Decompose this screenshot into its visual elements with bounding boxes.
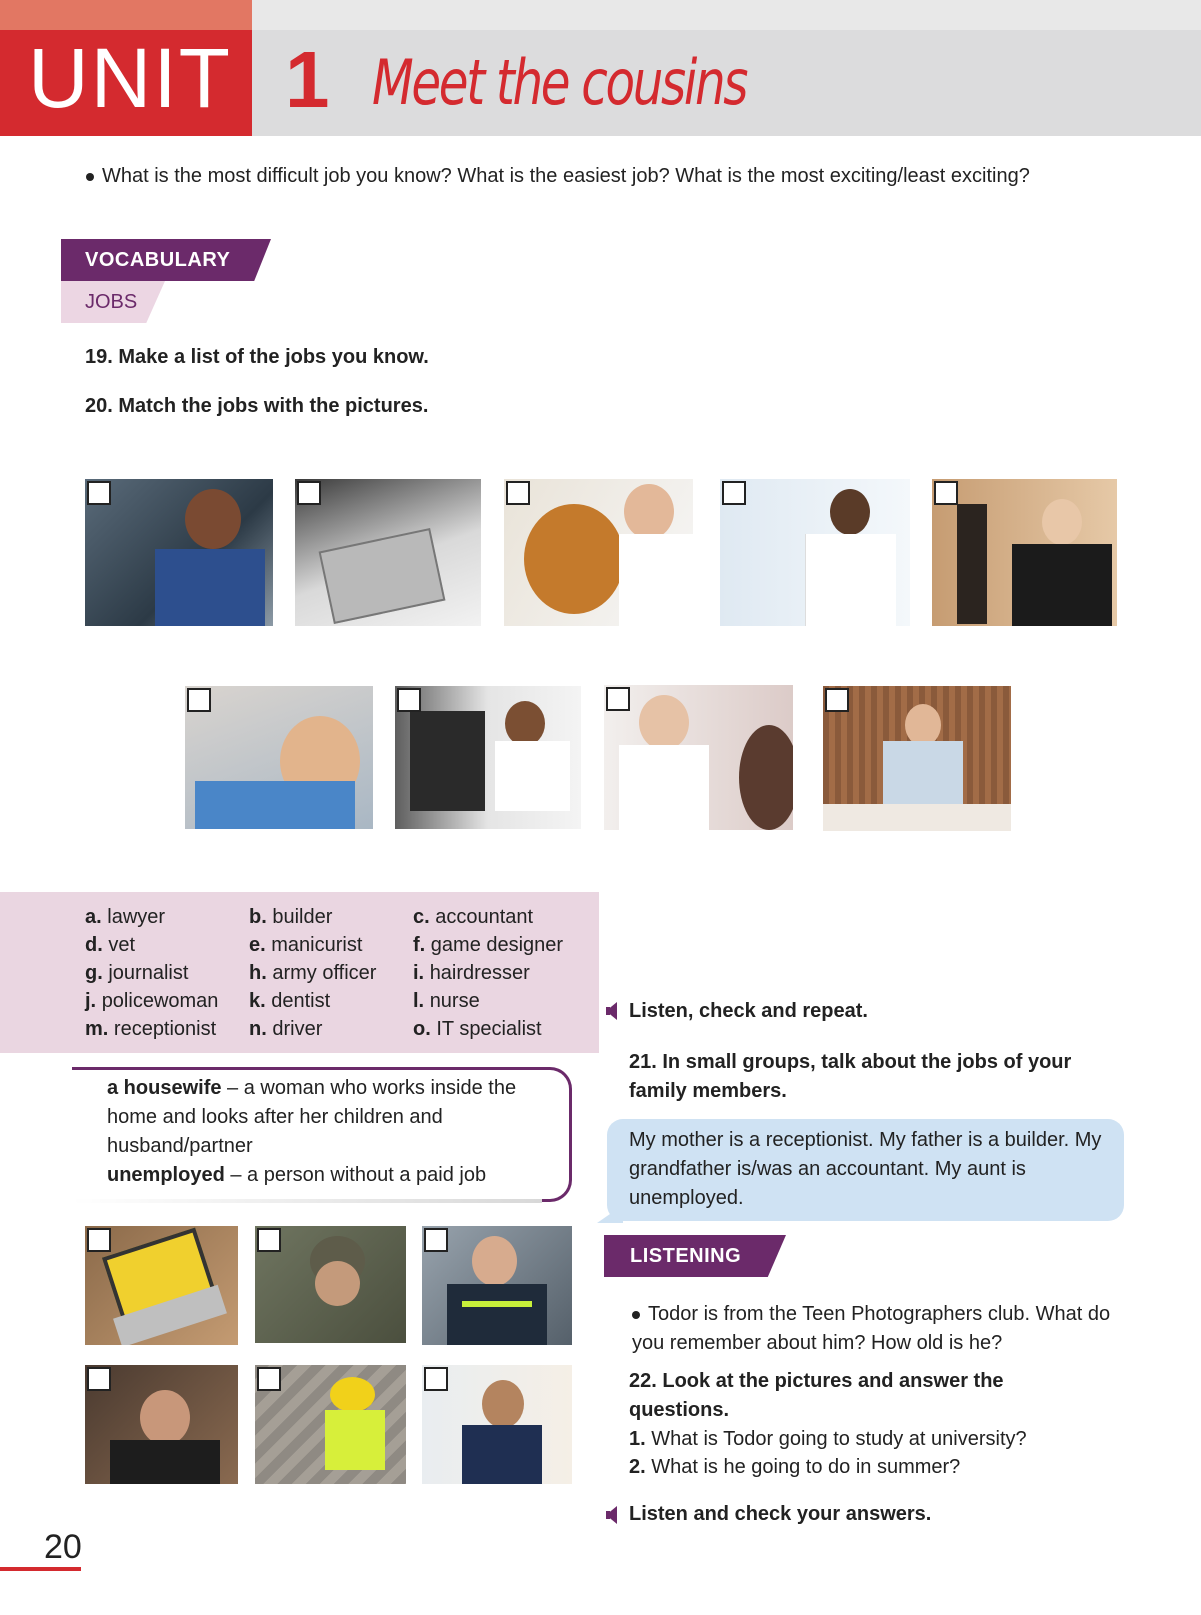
listening-bullet: Todor is from the Teen Photographers club. What do you remember about him? How old is he? [632,1303,1111,1354]
audio-icon[interactable] [606,1506,617,1524]
job-item: b. builder [249,906,333,928]
photo-dentist [185,686,373,829]
photo-driver [85,479,273,626]
job-item: m. receptionist [85,1018,217,1040]
definition-text: a housewife – a woman who works inside the home and looks after her children and husband/partner unemployed – a person without a paid job [107,1077,517,1186]
unit-number: 1 [285,35,330,124]
task-20: 20. Match the jobs with the pictures. [85,395,429,417]
header-accent-red [0,0,252,30]
job-item: a. lawyer [85,906,166,928]
unit-title: Meet the cousins [372,46,747,119]
job-item: k. dentist [249,990,331,1012]
photo-it-specialist [395,686,581,829]
job-item: d. vet [85,934,136,956]
job-item: i. hairdresser [413,962,530,984]
answer-checkbox[interactable] [424,1228,448,1252]
page-number: 20 [44,1528,82,1566]
job-item: e. manicurist [249,934,363,956]
job-item: f. game designer [413,934,564,956]
photo-accountant [295,479,481,626]
unit-word: UNIT [28,31,232,125]
listen-check-answers: Listen and check your answers. [629,1503,932,1525]
photo-hairdresser [85,1365,238,1484]
answer-checkbox[interactable] [424,1367,448,1391]
photo-army-officer [255,1226,406,1343]
photo-journalist [422,1365,572,1484]
job-item: j. policewoman [85,990,219,1012]
answer-checkbox[interactable] [257,1367,281,1391]
task-19: 19. Make a list of the jobs you know. [85,346,429,368]
answer-checkbox[interactable] [257,1228,281,1252]
photo-doctor [720,479,910,626]
photo-receptionist [823,686,1011,831]
job-item: h. army officer [249,962,377,984]
vocabulary-label: VOCABULARY [85,249,231,271]
job-item: o. IT specialist [413,1018,542,1040]
photo-builder [255,1365,406,1484]
listen-check-repeat: Listen, check and repeat. [629,1000,868,1022]
term-unemployed: unemployed [107,1164,225,1186]
job-item: n. driver [249,1018,323,1040]
photo-policewoman [422,1226,572,1345]
photo-manicurist [604,685,793,830]
answer-checkbox[interactable] [722,481,746,505]
photo-lawyer [932,479,1117,626]
term-housewife: a housewife [107,1077,222,1099]
example-text: My mother is a receptionist. My father is a builder. My grandfather is/was an accountant. My aunt is unemployed. [629,1129,1102,1209]
answer-checkbox[interactable] [87,1367,111,1391]
header-accent-grey [252,0,1201,30]
question-2: 2. What is he going to do in summer? [629,1456,961,1478]
task-22: 22. Look at the pictures and answer the questions. [629,1370,1004,1421]
jobs-label: JOBS [85,291,138,313]
answer-checkbox[interactable] [297,481,321,505]
definition-box-shadow [72,1199,542,1203]
job-item: l. nurse [413,990,480,1012]
answer-checkbox[interactable] [87,481,111,505]
intro-question: What is the most difficult job you know? What is the easiest job? What is the most exciting/least exciting? [86,162,1046,191]
bullet-icon [86,173,94,181]
answer-checkbox[interactable] [87,1228,111,1252]
job-item: g. journalist [85,962,189,984]
task-21: 21. In small groups, talk about the jobs of your family members. [629,1051,1072,1102]
job-item: c. accountant [413,906,534,928]
page-number-underline [0,1567,81,1571]
answer-checkbox[interactable] [397,688,421,712]
listening-label: LISTENING [630,1245,742,1267]
photo-vet [504,479,693,626]
bullet-icon [632,1311,640,1319]
question-1: 1. What is Todor going to study at university? [629,1428,1027,1450]
audio-icon[interactable] [606,1002,617,1020]
answer-checkbox[interactable] [506,481,530,505]
answer-checkbox[interactable] [606,687,630,711]
photo-game-designer [85,1226,238,1345]
answer-checkbox[interactable] [934,481,958,505]
answer-checkbox[interactable] [825,688,849,712]
answer-checkbox[interactable] [187,688,211,712]
